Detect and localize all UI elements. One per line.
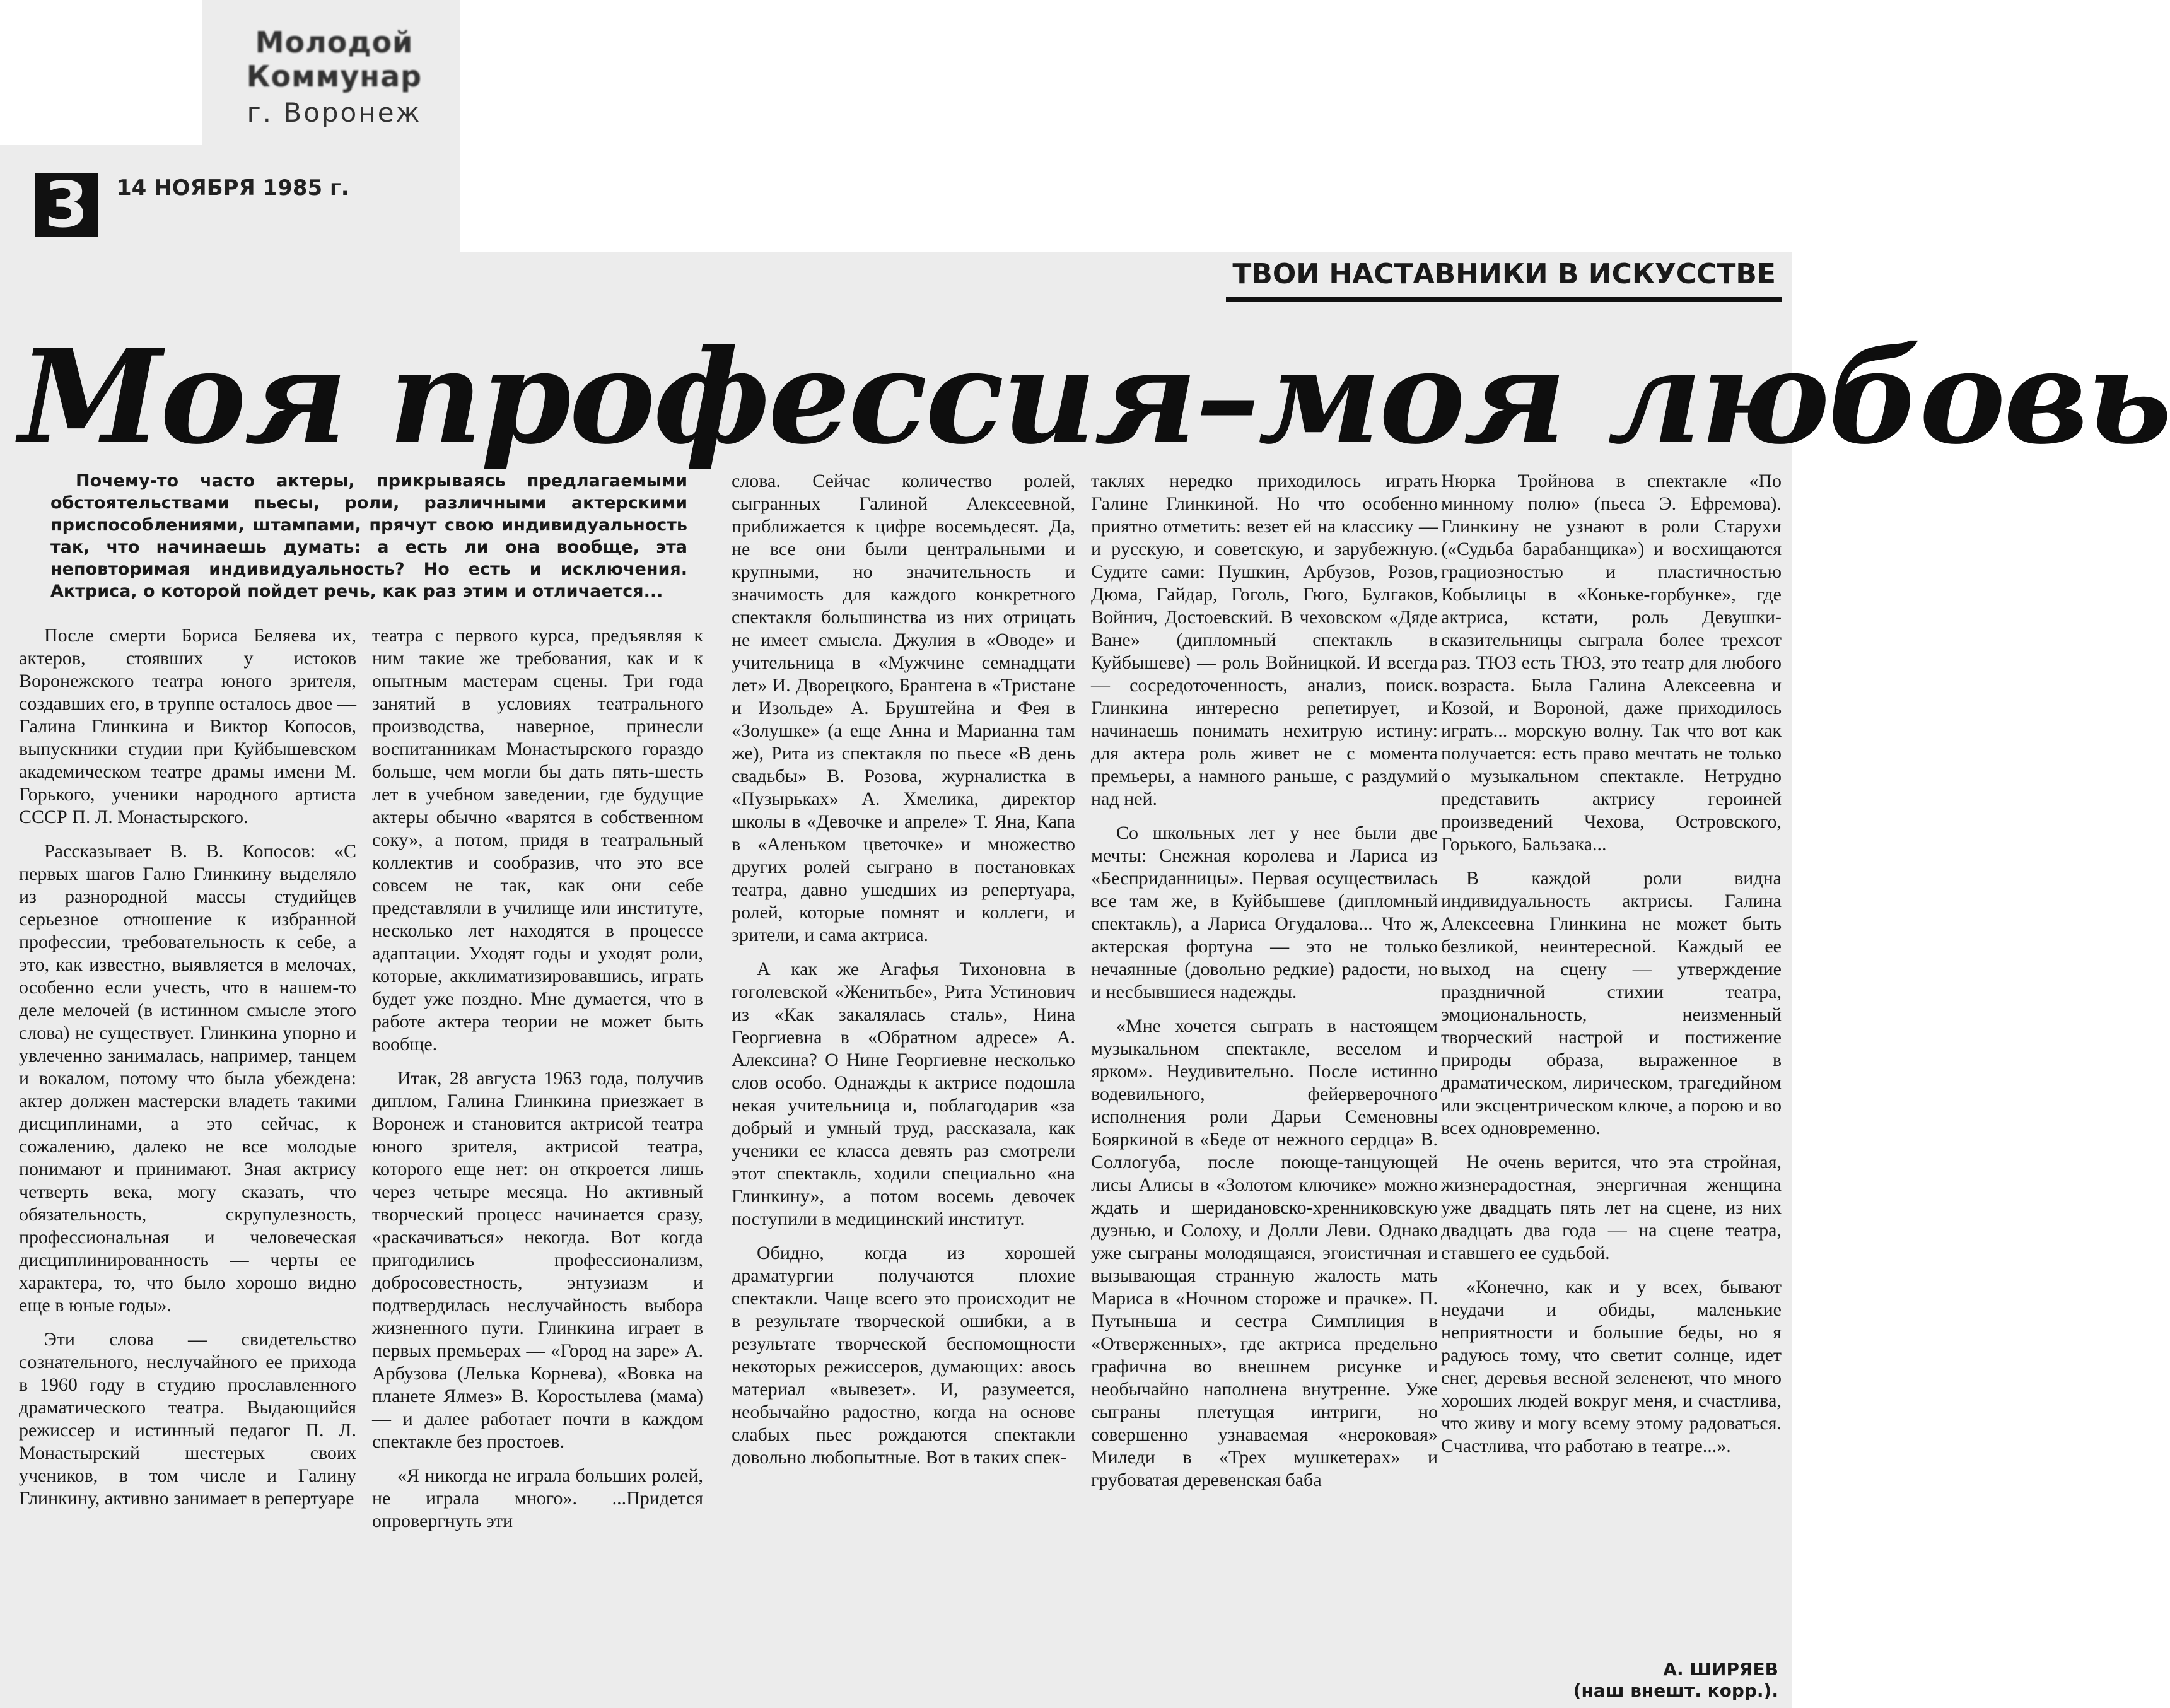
- paragraph: А как же Агафья Тихоновна в гоголевской «Женитьбе», Рита Устинович из «Как закалялась сталь», Нина Георгиевна в «Обратном адресе» А. Алексина? О Нине Георгиевне несколько слов особо. Однажды к актрисе подошла некая учительница и, поблагодарив «за добрый и умный труд, рассказала, как ученики ее класса девять раз смотрели этот спектакль, ходили специально «на Глинкину», а потом восемь девочек поступили в медицинский институт.: [732, 959, 1075, 1229]
- author-name: А. ШИРЯЕВ: [1663, 1659, 1778, 1680]
- article-column-4: [1091, 470, 1438, 1503]
- paragraph: слова. Сейчас количество ролей, сыгранных Галиной Алексеевной, приближается к цифре восемьдесят. Да, не все они были центральными и крупными, но значительность и значимость для каждого конкретного спектакля большинства из них отрицать не имеет смысла. Джулия в «Оводе» и учительница в «Мужчине семнадцати лет» И. Дворецкого, Брангена в «Тристане и Изольде» А. Бруштейна и Фея в «Золушке» (а еще Анна и Марианна там же), Рита из спектакля по пьесе «В день свадьбы» В. Розова, журналистка в «Пузырьках» А. Хмелика, директор школы в «Девочке и апреле» Т. Яна, Капа в «Аленьком цветочке» и множество других ролей сыграно в постановках театра, давно ушедших из репертуара, ролей, которые помнят и коллеги, и зрители, и сама актриса.: [732, 471, 1075, 945]
- paragraph: «Я никогда не играла больших ролей, не играла много». ...Придется опровергнуть эти: [372, 1465, 703, 1531]
- paragraph: Рассказывает В. В. Копосов: «С первых шагов Галю Глинкину выделяло из разнородной массы студийцев серьезное отношение к избранной профессии, требовательность к себе, а это, как известно, выявляется в мелочах, особенно если учесть, что в нашем-то деле мелочей (в истинном смысле этого слова) не существует. Глинкина упорно и увлеченно занималась, например, танцем и вокалом, потому что была убеждена: актер должен мастерски владеть такими дисциплинами, а это сейчас, к сожалению, далеко не все молодые понимают и принимают. Зная актрису четверть века, могу сказать, что обязательность, скрупулезность, профессиональная и человеческая дисциплинированность — черты ее характера, то, что было хорошо видно еще в юные годы».: [19, 841, 356, 1316]
- paragraph: «Конечно, как и у всех, бывают неудачи и обиды, маленькие неприятности и большие беды, но я радуюсь тому, что светит солнце, идет снег, деревья весной зеленеют, что много хороших людей вокруг меня, и счастлива, что живу и могу всему этому радоваться. Счастлива, что работаю в театре...».: [1441, 1277, 1782, 1456]
- paragraph: Итак, 28 августа 1963 года, получив диплом, Галина Глинкина приезжает в Воронеж и становится актрисой театра юного зрителя, актрисой театра, которого еще нет: он откроется лишь через четыре месяца. Но активный творческий процесс начинается сразу, «раскачиваться» некогда. Вот когда пригодились профессионализм, добросовестность, энтузиазм и подтвердилась неслучайность выбора жизненного пути. Глинкина играет в первых премьерах — «Город на заре» А. Арбузова (Лелька Корнева), «Вовка на планете Ялмез» В. Коростылева (мама) — и далее работает почти в каждом спектакле без простоев.: [372, 1068, 703, 1452]
- article-headline: Моя профессия–моя любовь: [19, 322, 2170, 473]
- paragraph: После смерти Бориса Беляева их, актеров, стоявших у истоков Воронежского театра юного зрителя, создавших его, в труппе осталось двое — Галина Глинкина и Виктор Копосов, выпускники студии при Куйбышевском академическом театре драмы имени М. Горького, ученики народного артиста СССР П. Л. Монастырского.: [19, 625, 356, 828]
- issue-date: 14 НОЯБРЯ 1985 г.: [117, 175, 349, 201]
- paragraph: Со школьных лет у нее были две мечты: Снежная королева и Лариса из «Бесприданницы». Первая осуществилась все там же, в Куйбышеве (дипломный спектакль), а Лариса Огудалова... Что ж, актерская фортуна — это не только нечаянные (довольно редкие) радости, но и несбывшиеся надежды.: [1091, 822, 1438, 1002]
- paragraph: Нюрка Тройнова в спектакле «По минному полю» (пьеса Э. Ефремова). Глинкину не узнают в роли Старухи («Судьба барабанщика») и восхищаются грациозностью и пластичностью Кобылицы в «Коньке-горбунке», где актриса, кстати, роль Девушки-сказительницы сыграла более трехсот раз. ТЮЗ есть ТЮЗ, это театр для любого возраста. Была Галина Алексеевна и Козой, и Вороной, даже приходилось играть... морскую волну. Так что вот как получается: есть право мечтать не только о музыкальном спектакле. Нетрудно представить актрису героиней произведений Чехова, Островского, Горького, Бальзака...: [1441, 471, 1782, 855]
- stamp-newspaper-name: Молодой Коммунар: [246, 25, 423, 93]
- newspaper-stamp: [208, 25, 460, 128]
- article-column-1: [19, 624, 356, 1521]
- paragraph: таклях нередко приходилось играть Галине Глинкиной. Но что особенно приятно отметить: везет ей на классику — и русскую, и советскую, и зарубежную. Судите сами: Пушкин, Арбузов, Розов, Дюма, Гайдар, Гоголь, Гюго, Булгаков, Войнич, Достоевский. В чеховском «Дяде Ване» (дипломный спектакль в Куйбышеве) — роль Войницкой. И всегда — сосредоточенность, анализ, поиск. Глинкина интересно репетирует, и начинаешь понимать нехитрую истину: для актера роль живет не с момента премьеры, а намного раньше, с раздумий над ней.: [1091, 471, 1438, 809]
- rubric-heading: ТВОИ НАСТАВНИКИ В ИСКУССТВЕ: [1226, 255, 1782, 302]
- article-column-3: [732, 470, 1075, 1480]
- page-number: 3: [35, 173, 98, 237]
- paragraph: Эти слова — свидетельство сознательного, неслучайного ее прихода в 1960 году в студию прославленного драматического театра. Выдающийся режиссер и истинный педагог П. Л. Монастырский шестерых своих учеников, в том числе и Галину Глинкину, активно занимает в репертуаре: [19, 1329, 356, 1509]
- article-column-2: [372, 624, 703, 1544]
- author-signature: [1526, 1659, 1778, 1702]
- paragraph: Обидно, когда из хорошей драматургии получаются плохие спектакли. Чаще всего это происходит не в результате творческой ошибки, а в результате творческой беспомощности некоторых режиссеров, думающих: авось материал «вывезет». И, разумеется, необычайно радостно, когда на основе слабых пьес рождаются спектакли довольно любопытные. Вот в таких спек-: [732, 1243, 1075, 1468]
- article-column-5: [1441, 470, 1782, 1469]
- article-lead: Почему-то часто актеры, прикрываясь предлагаемыми обстоятельствами пьесы, роли, различными актерскими приспособлениями, штампами, прячут свою индивидуальность так, что начинаешь думать: а есть ли она вообще, эта неповторимая индивидуальность? Но есть и исключения. Актриса, о которой пойдет речь, как раз этим и отличается...: [50, 471, 687, 601]
- paragraph: «Мне хочется сыграть в настоящем музыкальном спектакле, веселом и ярком». Неудивительно. После истинно водевильного, фейерверочного исполнения роли Дарьи Семеновны Бояркиной в «Беде от нежного сердца» В. Соллогуба, после поюще-танцующей лисы Алисы в «Золотом ключике» можно ждать и шеридановско-хренниковскую дуэнью, и Солоху, и Долли Леви. Однако уже сыграны молодящаяся, эгоистичная и вызывающая странную жалость мать Мариса в «Ночном стороже и прачке». П. Путыньша и сестра Симплиция в «Отверженных», где актриса предельно графична во внешнем рисунке и необычайно наполнена внутренне. Уже сыграны плетущая интриги, но совершенно узнаваемая «нероковая» Миледи в «Трех мушкетерах» и грубоватая деревенская баба: [1091, 1015, 1438, 1490]
- background-margin: [460, 0, 1792, 252]
- paragraph: театра с первого курса, предъявляя к ним такие же требования, как и к опытным мастерам сцены. Три года занятий в условиях театрального производства, наверное, принесли воспитанникам Монастырского гораздо больше, чем могли бы дать пять-шесть лет в учебном заведении, где будущие актеры обычно «варятся в собственном соку», а потом, придя в театральный коллектив и сообразив, что это все совсем не так, как они себе представляли в училище или институте, несколько лет находятся в процессе адаптации. Уходят годы и уходят роли, которые, акклиматизировавшись, играть будет уже поздно. Мне думается, что в работе актера теории не может быть вообще.: [372, 625, 703, 1055]
- stamp-city: г. Воронеж: [247, 97, 422, 128]
- background-margin: [0, 0, 202, 145]
- paragraph: В каждой роли видна индивидуальность актрисы. Галина Алексеевна Глинкина не может быть безликой, неинтересной. Каждый ее выход на сцену — утверждение праздничной стихии театра, эмоциональность, неизменный творческий настрой и постижение природы образа, выраженное в драматическом, лирическом, трагедийном или эксцентрическом ключе, а порою и во всех одновременно.: [1441, 868, 1782, 1138]
- author-note: (наш внешт. корр.).: [1573, 1680, 1778, 1701]
- paragraph: Не очень верится, что эта стройная, жизнерадостная, энергичная женщина уже двадцать пять лет на сцене, из них двадцать два года — на сцене театра, ставшего ее судьбой.: [1441, 1152, 1782, 1263]
